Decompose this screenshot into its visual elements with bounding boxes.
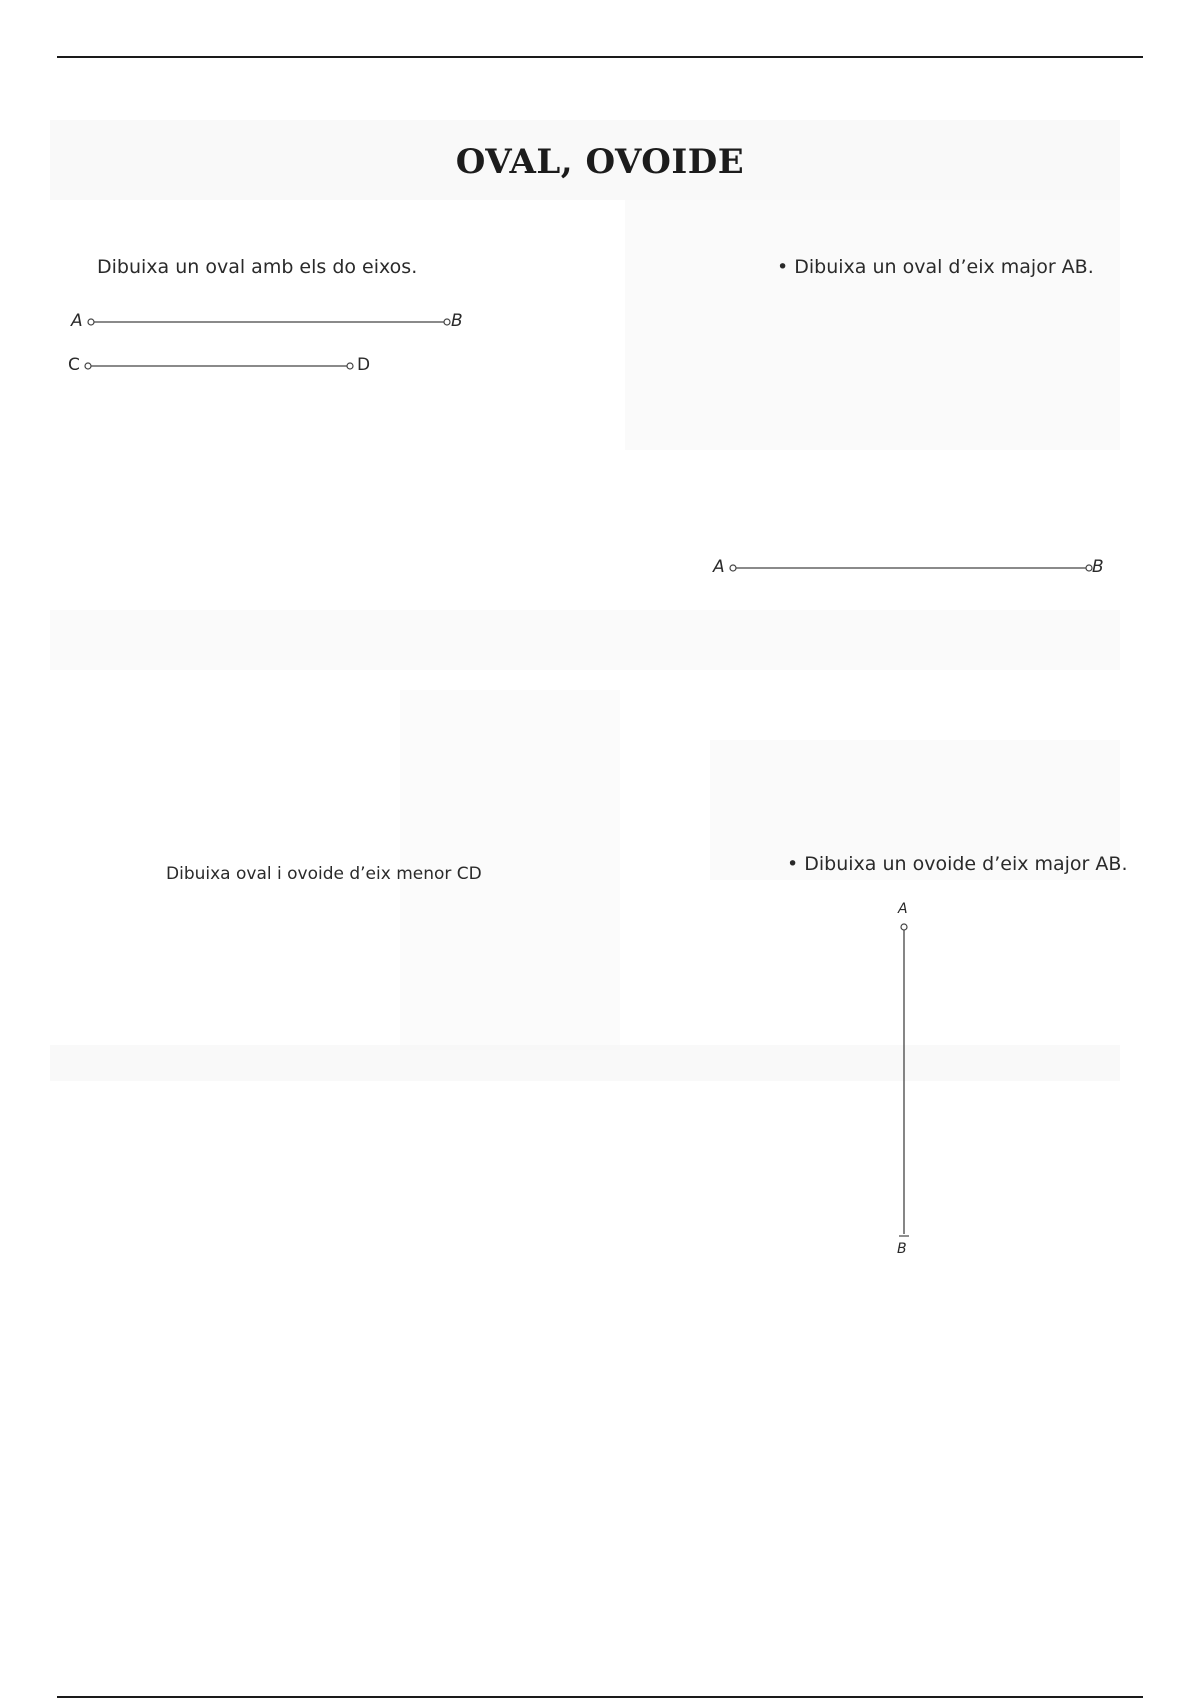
exercise-4-instruction: • Dibuixa un ovoide d’eix major AB.: [787, 853, 1128, 875]
point-a-marker: [901, 924, 907, 930]
exercise-4-segment-end-label: B: [897, 1241, 907, 1257]
exercise-1-segment-2-start-label: C: [68, 355, 80, 375]
point-c-marker: [85, 363, 91, 369]
point-b-marker: [444, 319, 450, 325]
exercise-1-segment-1-start-label: A: [71, 311, 83, 331]
point-a-marker: [730, 565, 736, 571]
point-b-marker: [1086, 565, 1092, 571]
exercise-1-instruction: Dibuixa un oval amb els do eixos.: [97, 256, 418, 278]
exercise-2-segment-start-label: A: [713, 557, 725, 577]
footer-rule: [57, 1696, 1143, 1698]
page-title: OVAL, OVOIDE: [455, 142, 745, 182]
exercise-4-segment-start-label: A: [898, 901, 908, 917]
exercise-3-instruction: Dibuixa oval i ovoide d’eix menor CD: [166, 864, 482, 884]
point-a-marker: [88, 319, 94, 325]
exercise-1-segment-1-end-label: B: [451, 311, 463, 331]
exercise-1-segment-2-end-label: D: [357, 355, 371, 375]
exercise-2-instruction: • Dibuixa un oval d’eix major AB.: [777, 256, 1094, 278]
exercise-2-segment-end-label: B: [1092, 557, 1104, 577]
point-d-marker: [347, 363, 353, 369]
